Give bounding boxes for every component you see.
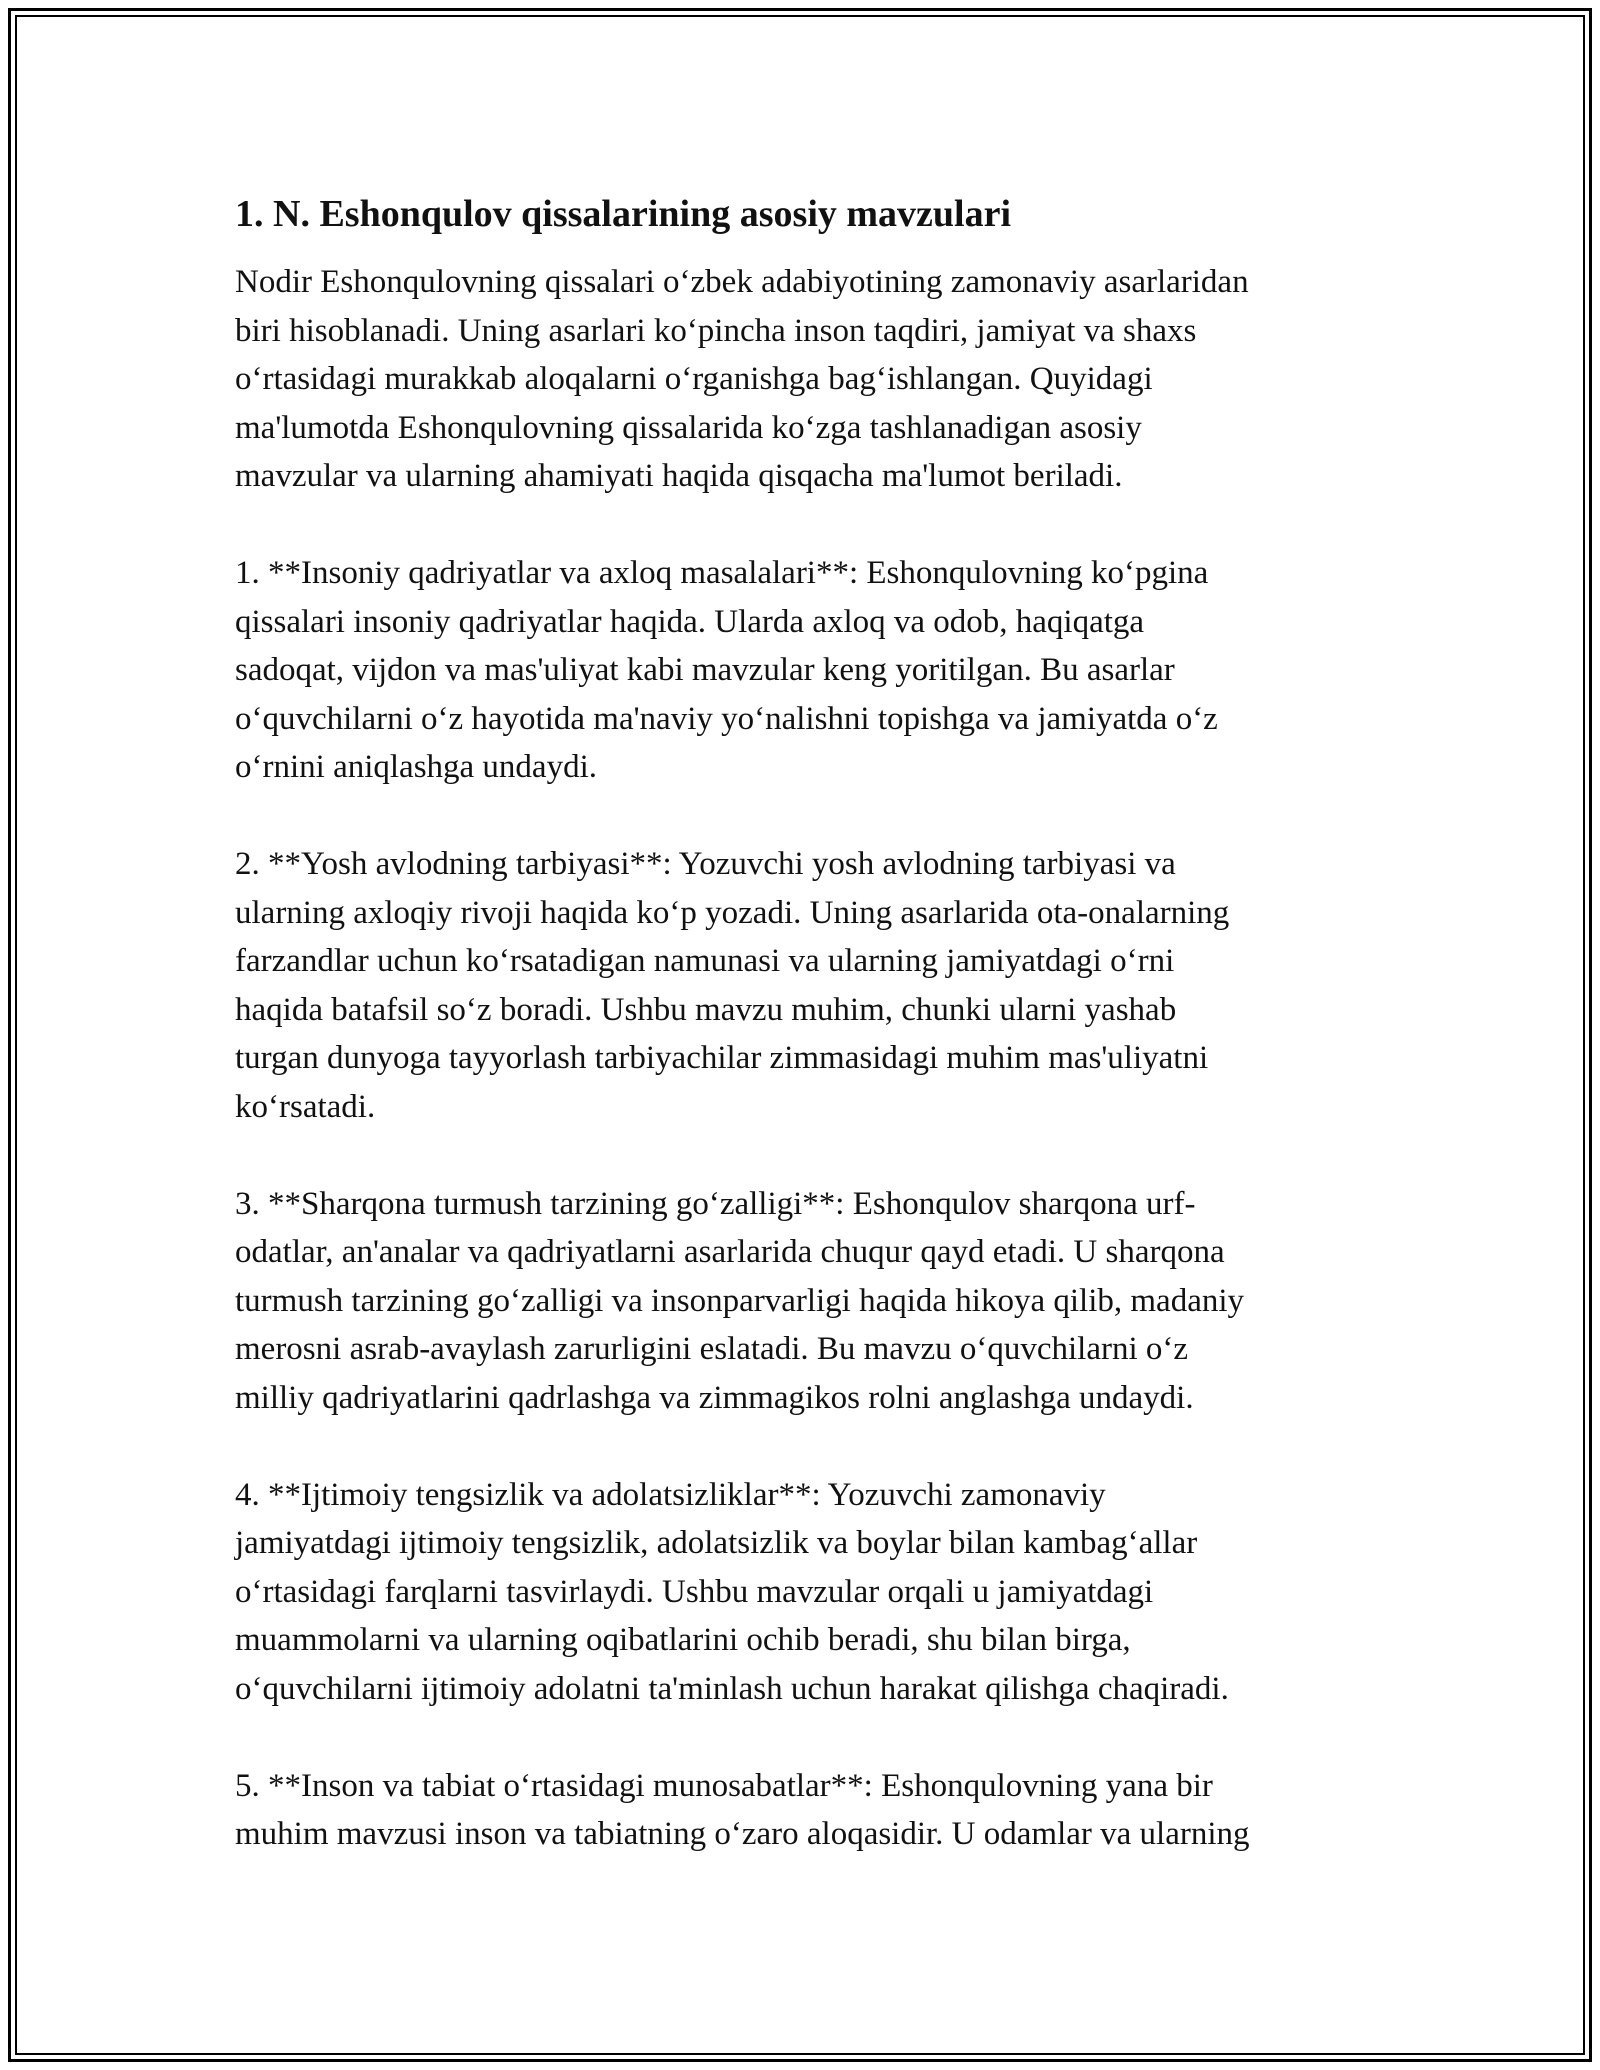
text-line: haqida batafsil so‘z boradi. Ushbu mavzu muhim, chunki ularni yashab (235, 991, 1177, 1028)
text-line: jamiyatdagi ijtimoiy tengsizlik, adolatsizlik va boylar bilan kambag‘allar (235, 1525, 1198, 1561)
text-line: turmush tarzining go‘zalligi va insonparvarligi haqida hikoya qilib, madaniy (235, 1282, 1245, 1319)
text-line: ularning axloqiy rivoji haqida ko‘p yozadi. Uning asarlarida ota-onalarning (235, 894, 1230, 931)
document-body (235, 188, 1385, 1907)
text-line: mavzular va ularning ahamiyati haqida qisqacha ma'lumot beriladi. (235, 458, 1123, 494)
text-line: 5. **Inson va tabiat o‘rtasidagi munosabatlar**: Eshonqulovning yana bir (235, 1767, 1213, 1804)
text-line: o‘quvchilarni o‘z hayotida ma'naviy yo‘nalishni topishga va jamiyatda o‘z (235, 700, 1218, 737)
list-item-4 (235, 1471, 1385, 1714)
text-line: Nodir Eshonqulovning qissalari o‘zbek adabiyotining zamonaviy asarlaridan (235, 264, 1249, 300)
text-line: sadoqat, vijdon va mas'uliyat kabi mavzular keng yoritilgan. Bu asarlar (235, 652, 1175, 688)
text-line: 2. **Yosh avlodning tarbiyasi**: Yozuvchi yosh avlodning tarbiyasi va (235, 846, 1176, 882)
text-line: ko‘rsatadi. (235, 1088, 376, 1125)
text-line: farzandlar uchun ko‘rsatadigan namunasi va ularning jamiyatdagi o‘rni (235, 943, 1175, 979)
text-line: biri hisoblanadi. Uning asarlari ko‘pincha inson taqdiri, jamiyat va shaxs (235, 312, 1197, 349)
text-line: o‘rtasidagi murakkab aloqalarni o‘rganishga bag‘ishlangan. Quyidagi (235, 361, 1153, 397)
text-line: muammolarni va ularning oqibatlarini ochib beradi, shu bilan birga, (235, 1622, 1131, 1658)
text-line: merosni asrab-avaylash zarurligini eslatadi. Bu mavzu o‘quvchilarni o‘z (235, 1331, 1189, 1367)
text-line: muhim mavzusi inson va tabiatning o‘zaro aloqasidir. U odamlar va ularning (235, 1816, 1250, 1852)
list-item-1 (235, 549, 1385, 792)
text-line: turgan dunyoga tayyorlash tarbiyachilar zimmasidagi muhim mas'uliyatni (235, 1040, 1209, 1076)
text-line: o‘quvchilarni ijtimoiy adolatni ta'minlash uchun harakat qilishga chaqiradi. (235, 1670, 1229, 1707)
list-item-3 (235, 1180, 1385, 1423)
text-line: odatlar, an'analar va qadriyatlarni asarlarida chuqur qayd etadi. U sharqona (235, 1234, 1225, 1270)
list-item-5 (235, 1762, 1385, 1859)
text-line: qissalari insoniy qadriyatlar haqida. Ularda axloq va odob, haqiqatga (235, 603, 1145, 640)
list-item-2 (235, 840, 1385, 1131)
section-heading: 1. N. Eshonqulov qissalarining asosiy mavzulari (235, 193, 1012, 235)
text-line: o‘rtasidagi farqlarni tasvirlaydi. Ushbu mavzular orqali u jamiyatdagi (235, 1573, 1154, 1610)
text-line: o‘rnini aniqlashga undaydi. (235, 749, 598, 785)
text-line: 1. **Insoniy qadriyatlar va axloq masalalari**: Eshonqulovning ko‘pgina (235, 555, 1209, 591)
text-line: 3. **Sharqona turmush tarzining go‘zalligi**: Eshonqulov sharqona urf- (235, 1185, 1196, 1222)
text-line: milliy qadriyatlarini qadrlashga va zimmagikos rolni anglashga undaydi. (235, 1379, 1194, 1416)
intro-paragraph (235, 258, 1385, 501)
text-line: 4. **Ijtimoiy tengsizlik va adolatsizliklar**: Yozuvchi zamonaviy (235, 1476, 1106, 1513)
text-line: ma'lumotda Eshonqulovning qissalarida ko‘zga tashlanadigan asosiy (235, 409, 1142, 446)
